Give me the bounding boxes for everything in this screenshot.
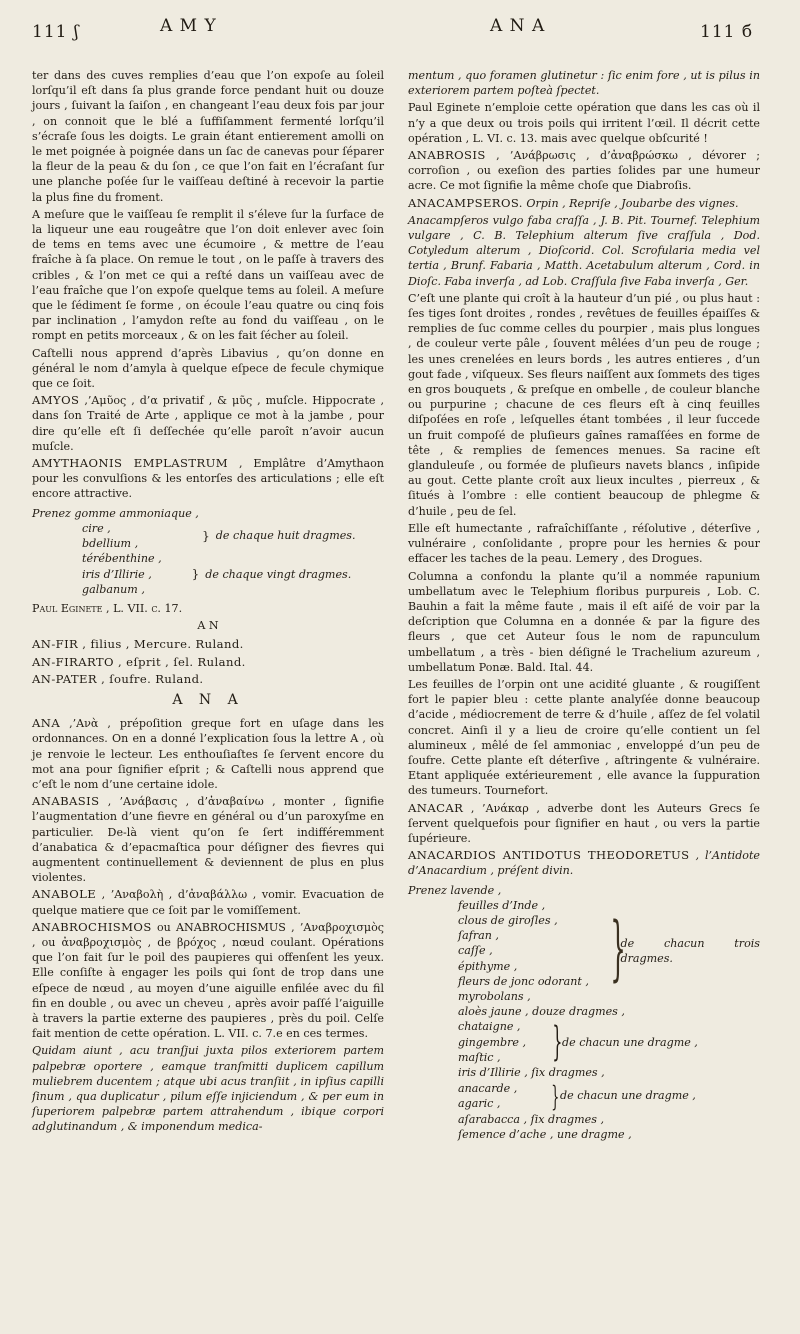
right-running-title: A N A <box>490 16 546 36</box>
antidote-recipe <box>408 883 760 1142</box>
entry-headword: ANABROCHISMOS <box>32 919 152 934</box>
recipe-item: cire , <box>82 521 111 535</box>
recipe-group <box>408 898 760 1004</box>
entry-body: ,’Αμῦος , d’α privatif , & μῦς , muſcle. Hippocrate , dans ſon Traité de Arte , applique ce mot à la jambe , pour dire qu’elle eſt ſi deſſechée qu’elle paroît n’avoir aucun muſcle. <box>32 394 384 453</box>
entry-anpater: AN-PATER , ſoufre. Ruland. <box>32 671 204 686</box>
recipe-items <box>458 1019 548 1065</box>
recipe-item: maſtic , <box>458 1050 501 1064</box>
entry-headword: ANA <box>32 716 61 731</box>
paragraph: ter dans des cuves remplies d’eau que l’on expoſe au ſoleil lorſqu’il eſt dans ſa plus grande force pendant huit ou douze jours , ſuivant la ſaiſon , en changeant l’eau deux fois par jour , on connoit que le blé a ſuffiſamment fermenté lorſqu’il s’écraſe ſous les doigts. Le grain étant entierement amolli on le met poignée à poignée dans un ſac de canevas pour ſéparer la fleur de la peau & du ſon , ce que l’on fait en l’écraſant ſur une planche poſée ſur le vaiſſeau deſtiné à recevoir la partie la plus fine du froment. <box>32 69 384 204</box>
brace-icon: } <box>551 1079 560 1113</box>
brace-icon: } <box>552 1019 563 1066</box>
recipe-quantity: de chaque huit dragmes. <box>215 529 356 543</box>
recipe-items <box>82 551 162 597</box>
recipe-item: aſarabacca , ſix dragmes , <box>458 1112 604 1126</box>
recipe-item: myrobolans , <box>458 989 531 1003</box>
entry-headword: ANABROSIS <box>408 148 486 163</box>
entry-body: ou ANABROCHISMUS , ’Αναβροχισμὸς , ou ἀναβροχισμὸς , de βρόχος , nœud coulant. Opérations que l’on fait ſur le poil des paupieres qui offenſent les yeux. Elle conſiſte à engager les poils qui ſont de trop dans une eſpece de nœud , au moyen d’une aiguille enfilée avec du fil fin en double , ou avec un cheveu , après avoir paſſé l’aiguille à travers la partie externe des paupieres , près du poil. Celſe fait mention de cette opération. L. VII. c. 7.e en ces termes. <box>32 920 384 1041</box>
recipe-item: fleurs de jonc odorant , <box>458 974 589 988</box>
entry-anabrochismos <box>32 920 384 1042</box>
entry-body: , Emplâtre d’Amythaon pour les convulſions & les entorſes des articulations ; elle eſt encore attractive. <box>32 457 384 501</box>
recipe-item: térébenthine , <box>82 552 162 566</box>
paragraph: A meſure que le vaiſſeau ſe remplit il s’éleve ſur la ſurface de la liqueur une eau rougeâtre que l’on doit enlever avec ſoin de tems en tems avec une écumoire , & mettre de l’eau fraîche à ſa place. On remue le tout , on le paſſe à travers des cribles , & l’on met ce qui a reſté dans un vaiſſeau avec de l’eau fraîche que l’on expoſe quelque tems au ſoleil. A meſure que le ſédiment ſe forme , on écoule l’eau quatre ou cinq fois par inclination , l’amydon reſte au fond du vaiſſeau , on le rompt en petits morceaux , & on les fait ſécher au ſoleil. <box>32 207 384 343</box>
brace-icon: } <box>191 566 200 581</box>
recipe-item: feuilles d’Inde , <box>458 898 546 912</box>
recipe-group <box>32 551 384 597</box>
entry-headword: AMYTHAONIS EMPLASTRUM <box>32 456 229 471</box>
recipe-item: bdellium , <box>82 537 139 551</box>
entry-anacampseros <box>408 196 760 211</box>
paragraph: Paul Eginete n’emploie cette opération que dans les cas où il n’y a que deux ou trois poils qui irritent l’œil. Il décrit cette opération , L. VI. c. 13. mais avec quelque obſcurité ! <box>408 101 760 145</box>
entry-anabrosis <box>408 148 760 194</box>
entry-headword: AMYOS <box>32 393 80 408</box>
paragraph: C’eſt une plante qui croît à la hauteur d’un pié , ou plus haut : ſes tiges ſont droites , rondes , revêtues de feuilles épaiſſes & remplies de ſuc comme celles du pourpier , mais plus longues , de couleur verte pâle , ſouvent mêlées d’un peu de rouge ; les unes crenelées en leurs bords , les autres entieres , d’un gout fade , viſqueux. Ses fleurs naiſſent aux ſommets des tiges en gros bouquets , & preſque en ombelle , de couleur blanche ou purpurine ; chacune de ces fleurs eſt à cinq feuilles diſpoſées en roſe , leſquelles étant tombées , il leur ſuccede un fruit compoſé de pluſieurs gaînes ramaſſées en forme de tête , & remplies de ſemences menues. Sa racine eſt glanduleuſe , ou formée de pluſieurs navets blancs , inſipide au gout. Cette plante croît aux lieux incultes , pierreux , & ſitués à l’ombre : elle contient beaucoup de phlegme & d’huile , peu de ſel. <box>408 291 760 518</box>
recipe-intro: Prenez gomme ammoniaque , <box>32 506 199 520</box>
entry-anacar <box>408 801 760 847</box>
recipe-items <box>458 898 605 1004</box>
entry-anfir: AN-FIR , filius , Mercure. Ruland. <box>32 637 244 652</box>
entry-anabasis <box>32 794 384 885</box>
brace-icon: } <box>609 906 626 989</box>
section-heading-ana: A N A <box>172 691 244 708</box>
recipe-item: ſemence d’ache , une dragme , <box>458 1127 632 1141</box>
recipe-block <box>32 506 384 597</box>
right-column <box>408 68 760 1142</box>
entry-headword: ANACAMPSEROS. <box>408 195 523 210</box>
right-page-number: 111 б <box>700 22 754 42</box>
recipe-item: iris d’Illirie , <box>82 567 152 581</box>
entry-anacardios <box>408 848 760 878</box>
recipe-item: chataigne , <box>458 1020 521 1034</box>
recipe-source: Paul Eginete , L. VII. c. 17. <box>32 601 183 615</box>
recipe-intro: Prenez lavende , <box>408 883 502 897</box>
entry-body: , l’Antidote d’Anacardium , préſent divin. <box>408 849 760 878</box>
latin-quotation: Quidam aiunt , acu tranſjui juxta pilos exteriorem partem palpebræ oportere , eamque tranſmitti duplicem capillum muliebrem ducentem ; atque ubi acus tranſiit , in ipſius capilli ſinum , qua duplicatur , pilum eſſe injiciendum , & per eum in ſuperiorem palpebræ partem attrahendum , ibique corpori adglutinandum , & imponendum medica- <box>32 1044 384 1134</box>
entry-headword: ANACARDIOS ANTIDOTUS THEODORETUS <box>408 848 690 863</box>
left-running-title: A M Y <box>160 16 217 36</box>
entry-headword: ANABOLE <box>32 887 97 902</box>
recipe-quantity: de chacun une dragme , <box>560 1089 696 1103</box>
recipe-items <box>458 1081 548 1112</box>
recipe-items <box>82 521 138 551</box>
recipe-item: gingembre , <box>458 1035 527 1049</box>
brace-icon: } <box>202 528 210 543</box>
entry-body: Orpin , Repriſe , Joubarbe des vignes. <box>526 196 739 210</box>
recipe-item: galbanum , <box>82 582 145 596</box>
recipe-item: clous de giroſles , <box>458 913 558 927</box>
paragraph: Caſtelli nous apprend d’après Libavius , qu’on donne en général le nom d’amyla à quelque eſpece de fecule chymique que ce ſoit. <box>32 346 384 391</box>
recipe-quantity: de chaque vingt dragmes. <box>205 567 352 581</box>
paragraph: Elle eſt humectante , rafraîchiſſante , réſolutive , déterſive , vulnéraire , conſolidante , propre pour les hernies & pour effacer les taches de la peau. Lemery , des Drogues. <box>408 521 760 566</box>
latin-quotation-end: mentum , quo foramen glutinetur : ſic enim fore , ut is pilus in exteriorem partem poſteà ſpectet. <box>408 69 760 98</box>
recipe-item: épithyme , <box>458 959 518 973</box>
left-page-number: 111 ʃ <box>32 22 80 42</box>
paragraph: Les feuilles de l’orpin ont une acidité gluante , & rougiſſent fort le papier bleu : cette plante analyſée donne beaucoup d’acide , médiocrement de terre & d’huile , aſſez de ſel volatil concret. Ainſi il y a lieu de croire qu’elle contient un ſel alumineux , mêlé de ſel ammoniac , enveloppé d’un peu de ſoufre. Cette plante eſt déterſive , aſtringente & vulnéraire. Etant appliquée extérieurement , elle avance la ſuppuration des tumeurs. Tournefort. <box>408 677 760 798</box>
recipe-quantity: de chacun une dragme , <box>562 1035 698 1049</box>
recipe-item: ſafran , <box>458 929 499 943</box>
recipe-quantity: de chacun trois dragmes. <box>620 936 760 965</box>
entry-amyos <box>32 393 384 454</box>
entry-ana <box>32 716 384 792</box>
recipe-item: caſſe , <box>458 944 493 958</box>
entry-body: , ’Ανάκαρ , adverbe dont les Auteurs Grecs ſe ſervent quelquefois pour ſignifier en haut , ou vers la partie ſupérieure. <box>408 801 760 845</box>
paragraph: Columna a confondu la plante qu’il a nommée rapunium umbellatum avec le Telephium floribus purpureis , Lob. C. Bauhin a fait la même faute , mais il eſt aiſé de voir par la deſcription que Columna en a donnée & par la figure des fleurs , que cet Auteur ſous le nom de rapunculum umbellatum , a très - bien déſigné le Trachelium azureum , umbellatum Ponæ. Bald. Ital. 44. <box>408 569 760 674</box>
entry-headword: ANABASIS <box>32 794 100 809</box>
recipe-item: aloès jaune , douze dragmes , <box>458 1005 625 1019</box>
left-column <box>32 68 384 1137</box>
section-heading-an: A N <box>197 619 219 633</box>
entry-anfirarto: AN-FIRARTO , eſprit , ſel. Ruland. <box>32 654 246 669</box>
entry-amythaonis <box>32 456 384 502</box>
entry-headword: ANACAR <box>408 800 464 815</box>
recipe-item: anacarde , <box>458 1081 518 1095</box>
synonyms: Anacampſeros vulgo faba craſſa , J. B. Pit. Tournef. Telephium vulgare , C. B. Telephium alterum ſive craſſula , Dod. Cotyledum alterum , Dioſcorid. Col. Scrofularia media vel tertia , Brunf. Fabaria , Matth. Acetabulum alterum , Cord. in Dioſc. Faba inverſa , ad Lob. Craſſula ſive Faba inverſa , Ger. <box>408 213 760 288</box>
recipe-item: agaric , <box>458 1096 501 1110</box>
entry-body: , ’Ανάβρωσις , d’ἀναβρώσκω , dévorer ; corroſion , ou exeſion des parties ſolides par une humeur acre. Ce mot ſignifie la même choſe que Diabroſis. <box>408 149 760 193</box>
entry-body: , ’Αναβολὴ , d’ἀναβάλλω , vomir. Evacuation de quelque matiere que ce ſoit par le vomiſſement. <box>32 888 384 917</box>
entry-body: , ’Ανάβασις , d’ἀναβαίνω , monter , ſignifie l’augmentation d’une fievre en général ou d’un paroxyſme en particulier. De-là vient qu’on ſe ſert indifféremment d’anabatica & d’epacmaſtica pour déſigner des fievres qui augmentent continuellement & deviennent de plus en plus violentes. <box>32 795 385 885</box>
recipe-group <box>32 521 384 551</box>
entry-body: ,’Ανὰ , prépoſition greque fort en uſage dans les ordonnances. On en a donné l’explication ſous la lettre A , où je renvoie le lecteur. Les enthouſiaſtes ſe ſervent encore du mot ana pour ſignifier eſprit ; & Caſtelli nous apprend que c’eſt le nom d’une certaine idole. <box>32 717 385 791</box>
entry-anabole <box>32 887 384 917</box>
recipe-group <box>408 1019 760 1065</box>
recipe-item: iris d’Illirie , ſix dragmes , <box>458 1066 605 1080</box>
recipe-group <box>408 1081 760 1112</box>
